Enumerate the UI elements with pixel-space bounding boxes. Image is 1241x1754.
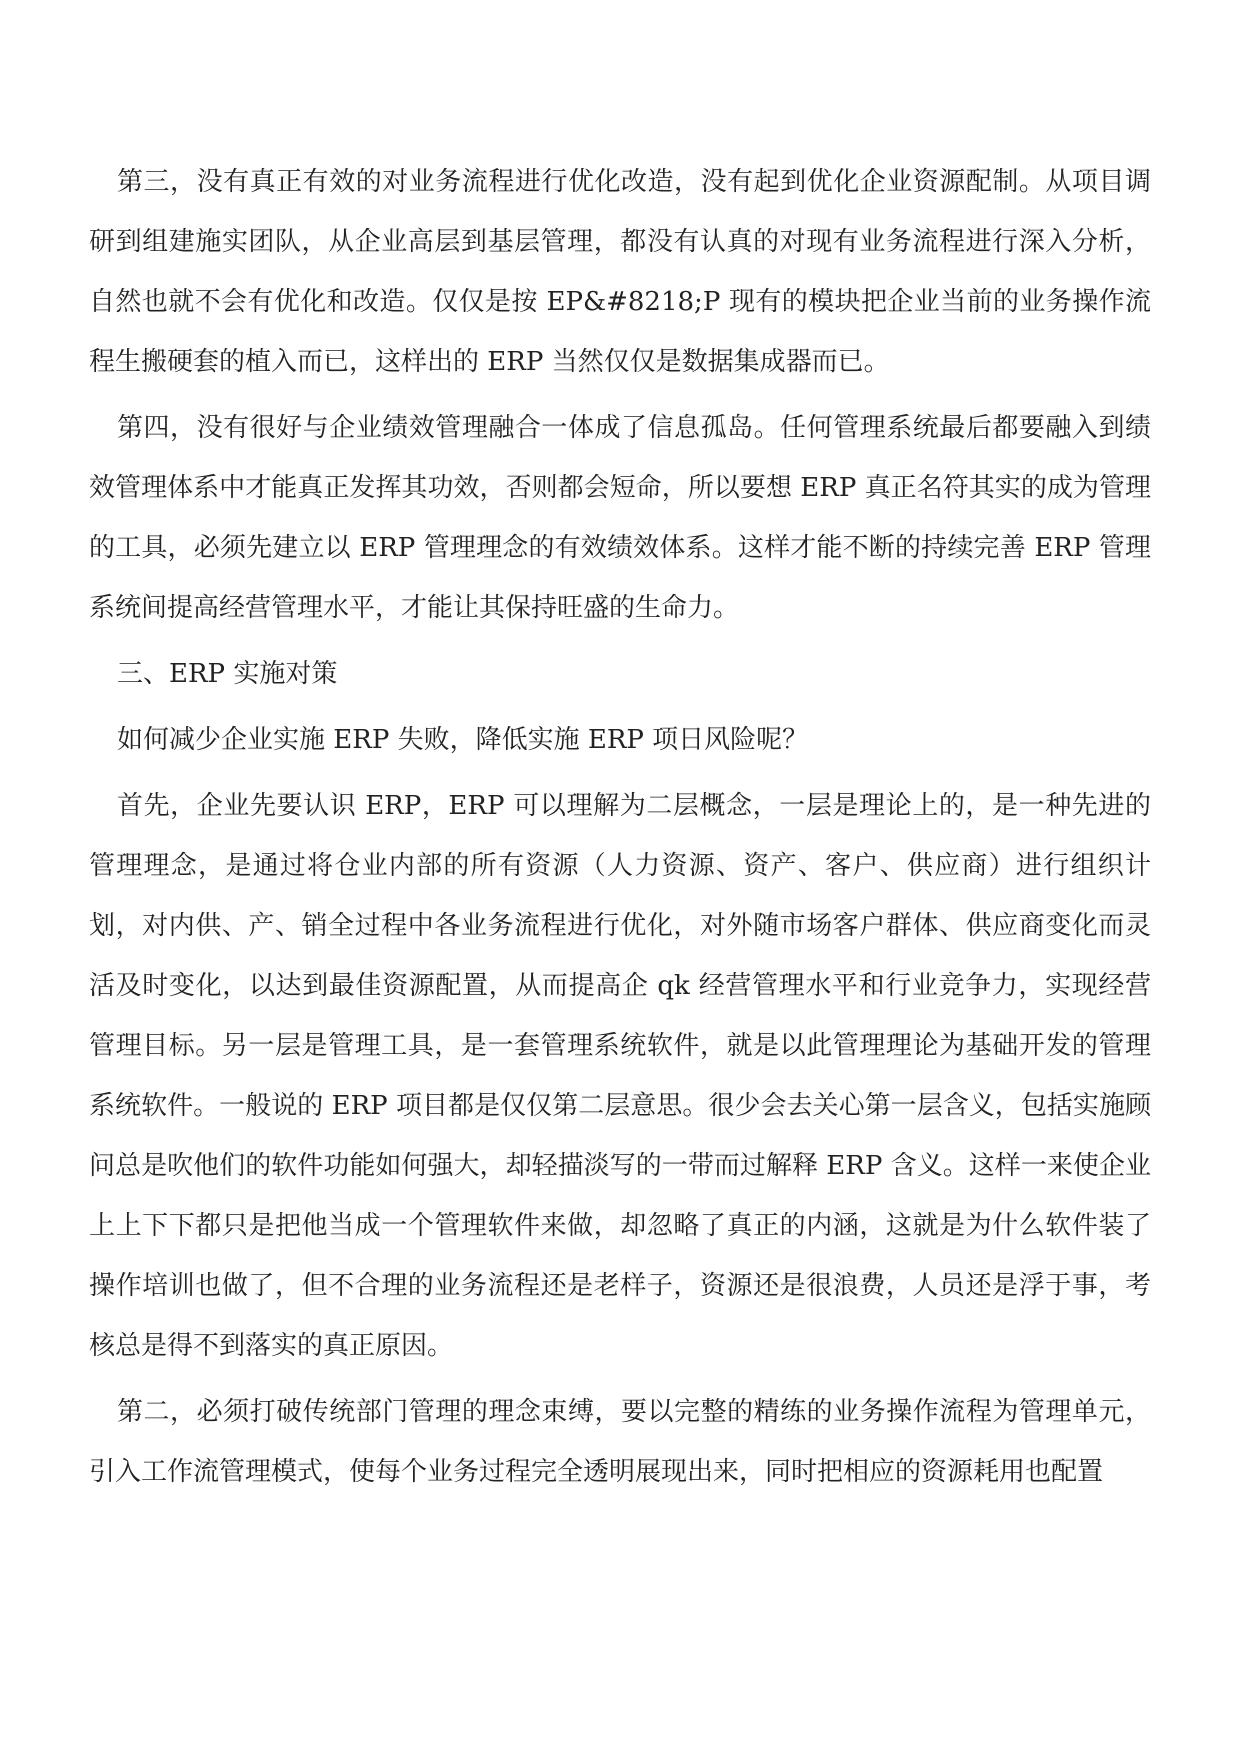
document-body	[89, 152, 1151, 1508]
section-heading-erp-countermeasures: 三、ERP 实施对策	[117, 659, 338, 689]
paragraph-question: 如何减少企业实施 ERP 失败，降低实施 ERP 项日风险呢？	[117, 725, 809, 755]
paragraph-fourth-point: 第四，没有很好与企业绩效管理融合一体成了信息孤岛。任何管理系统最后都要融入到绩效管理体系中才能真正发挥其功效，否则都会短命，所以要想 ERP 真正名符其实的成为管理的工具，必须先建立以 ERP 管理理念的有效绩效体系。这样才能不断的持续完善 ERP 管理系统间提高经营管理水平，才能让其保持旺盛的生命力。	[89, 413, 1151, 623]
paragraph-third-point: 第三，没有真正有效的对业务流程进行优化改造，没有起到优化企业资源配制。从项目调研到组建施实团队，从企业高层到基层管理，都没有认真的对现有业务流程进行深入分析，自然也就不会有优化和改造。仅仅是按 EP&#8218;P 现有的模块把企业当前的业务操作流程生搬硬套的植入而已，这样出的 ERP 当然仅仅是数据集成器而已。	[89, 167, 1151, 377]
paragraph-first-measure: 首先，企业先要认识 ERP，ERP 可以理解为二层概念，一层是理论上的，是一种先进的管理理念，是通过将仓业内部的所有资源（人力资源、资产、客户、供应商）进行组织计划，对内供、产、销全过程中各业务流程进行优化，对外随市场客户群体、供应商变化而灵活及时变化，以达到最佳资源配置，从而提高企 qk 经营管理水平和行业竞争力，实现经营管理目标。另一层是管理工具，是一套管理系统软件，就是以此管理理论为基础开发的管理系统软件。一般说的 ERP 项目都是仅仅第二层意思。很少会去关心第一层含义，包括实施顾问总是吹他们的软件功能如何强大，却轻描淡写的一带而过解释 ERP 含义。这样一来使企业上上下下都只是把他当成一个管理软件来做，却忽略了真正的内涵，这就是为什么软件装了操作培训也做了，但不合理的业务流程还是老样子，资源还是很浪费，人员还是浮于事，考核总是得不到落实的真正原因。	[89, 791, 1151, 1361]
paragraph-second-measure: 第二，必须打破传统部门管理的理念束缚，要以完整的精练的业务操作流程为管理单元，引入工作流管理模式，使每个业务过程完全透明展现出来，同时把相应的资源耗用也配置	[89, 1397, 1151, 1487]
